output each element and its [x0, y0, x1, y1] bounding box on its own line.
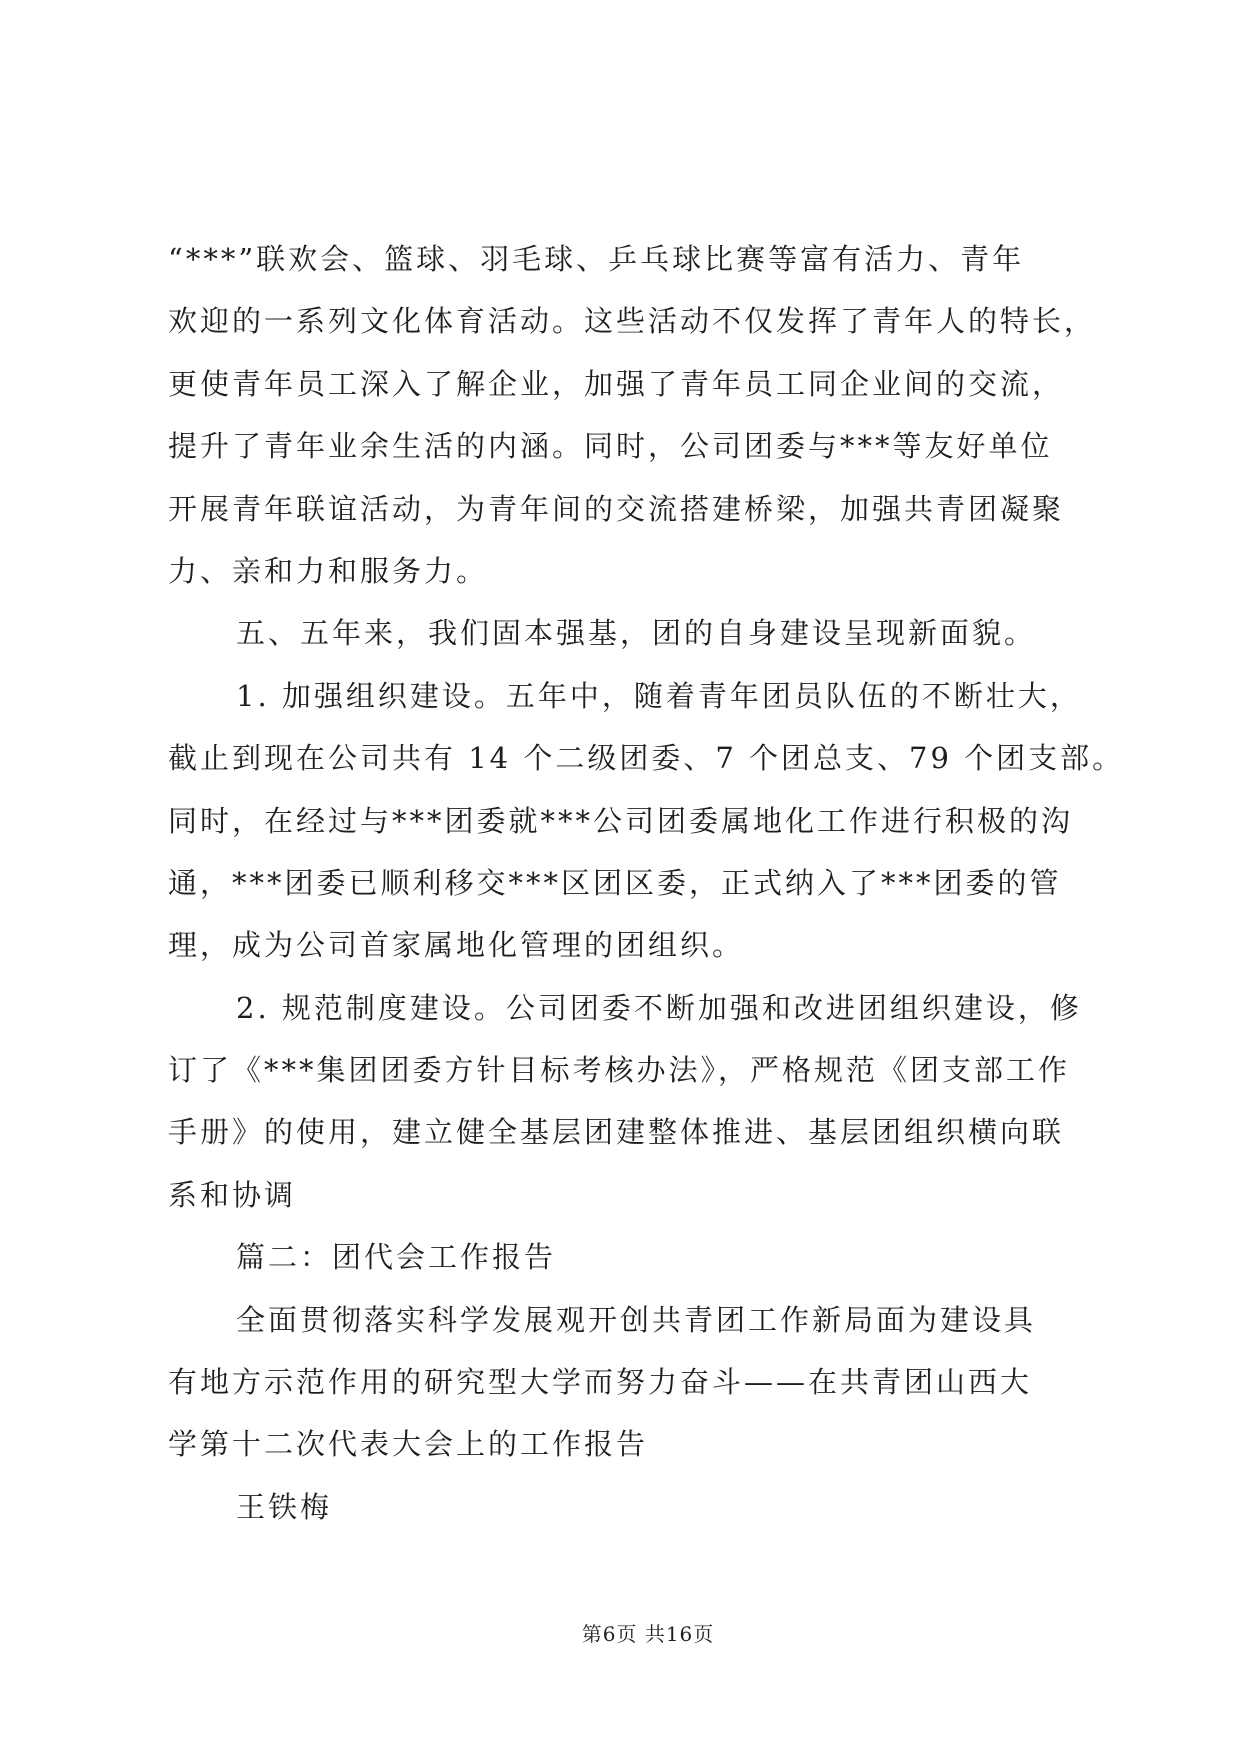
section-heading: 五、五年来，我们固本强基，团的自身建设呈现新面貌。: [236, 616, 1037, 651]
document-body: [168, 228, 1168, 1538]
paragraph-institution: [168, 977, 1168, 1227]
body-line: 系和协调: [168, 1177, 297, 1212]
paragraph-organization: [168, 665, 1168, 977]
body-line: 截止到现在公司共有 14 个二级团委、7 个团总支、79 个团支部。: [168, 741, 1125, 776]
body-line: 欢迎的一系列文化体育活动。这些活动不仅发挥了青年人的特长，: [168, 304, 1097, 339]
author-name: 王铁梅: [236, 1489, 333, 1524]
chapter-title: 篇二：团代会工作报告: [236, 1240, 557, 1275]
author: [168, 1476, 1168, 1538]
body-line: 订了《***集团团委方针目标考核办法》，严格规范《团支部工作: [168, 1053, 1071, 1088]
body-line: 更使青年员工深入了解企业，加强了青年员工同企业间的交流，: [168, 366, 1065, 401]
body-line: 同时，在经过与***团委就***公司团委属地化工作进行积极的沟: [168, 803, 1074, 838]
report-title-line: 有地方示范作用的研究型大学而努力奋斗——在共青团山西大: [168, 1365, 1033, 1400]
body-line: 力、亲和力和服务力。: [168, 553, 489, 588]
body-line: 理，成为公司首家属地化管理的团组织。: [168, 928, 745, 963]
body-line: 开展青年联谊活动，为青年间的交流搭建桥梁，加强共青团凝聚: [168, 491, 1065, 526]
report-title-line: 全面贯彻落实科学发展观开创共青团工作新局面为建设具: [236, 1302, 1037, 1337]
chapter-heading: [168, 1226, 1168, 1288]
page-number-footer: 第6页 共16页: [581, 1622, 715, 1646]
body-line: 通，***团委已顺利移交***区团区委，正式纳入了***团委的管: [168, 865, 1062, 900]
body-line: 1. 加强组织建设。五年中，随着青年团员队伍的不断壮大，: [236, 678, 1082, 713]
report-title: [168, 1289, 1168, 1476]
report-title-line: 学第十二次代表大会上的工作报告: [168, 1427, 649, 1462]
body-line: 2. 规范制度建设。公司团委不断加强和改进团组织建设，修: [236, 990, 1082, 1025]
body-line: “***”联欢会、篮球、羽毛球、乒乓球比赛等富有活力、青年: [168, 242, 1025, 276]
body-line: 手册》的使用，建立健全基层团建整体推进、基层团组织横向联: [168, 1115, 1065, 1150]
body-line: 提升了青年业余生活的内涵。同时，公司团委与***等友好单位: [168, 429, 1053, 464]
paragraph-activities: [168, 228, 1168, 602]
section-heading-five: [168, 602, 1168, 664]
